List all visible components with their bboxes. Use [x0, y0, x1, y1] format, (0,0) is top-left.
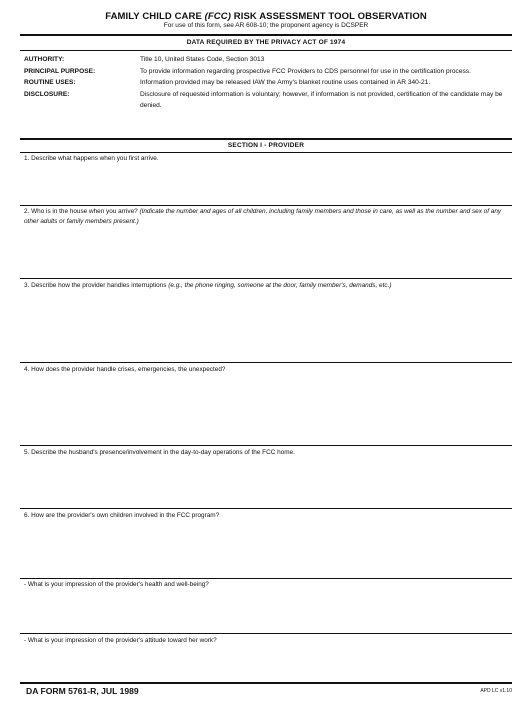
question-6[interactable]: 6. How are the provider's own children involved in the FCC program? — [24, 512, 220, 519]
privacy-text: Information provided may be released IAW the Army's blanket routine uses contained in AR 340-21. — [140, 79, 431, 87]
answer-divider — [20, 362, 512, 363]
answer-divider — [20, 445, 512, 446]
privacy-row-routine-uses — [20, 77, 512, 89]
privacy-rule — [20, 50, 512, 51]
privacy-label: ROUTINE USES: — [24, 79, 76, 87]
privacy-text: To provide information regarding prospective FCC Providers to CDS personnel for use in the certification process. — [140, 67, 471, 75]
privacy-label: PRINCIPAL PURPOSE: — [24, 67, 96, 75]
form-page — [20, 8, 512, 698]
answer-divider — [20, 205, 512, 206]
question-1[interactable]: 1. Describe what happens when you first arrive. — [24, 155, 159, 162]
question-2[interactable]: 2. Who is in the house when you arrive? (Indicate the number and ages of all children, including family members and those in care, as well as the number and sex of any other adults or family members present.) — [24, 208, 502, 226]
answer-divider — [20, 578, 512, 579]
form-subtitle: For use of this form, see AR 608-10; the proponent agency is DCSPER — [163, 22, 369, 29]
section-heading: SECTION I - PROVIDER — [227, 142, 305, 149]
question-5[interactable]: 5. Describe the husband's presence/involvement in the day-to-day operations of the FCC home. — [24, 449, 295, 456]
privacy-text: Title 10, United States Code, Section 3013 — [140, 56, 265, 63]
form-number: DA FORM 5761-R, JUL 1989 — [26, 686, 139, 696]
privacy-label: AUTHORITY: — [24, 56, 65, 63]
answer-divider — [20, 508, 512, 509]
privacy-heading: DATA REQUIRED BY THE PRIVACY ACT OF 1974 — [186, 39, 346, 46]
answer-divider — [20, 633, 512, 634]
privacy-row-disclosure — [20, 89, 512, 112]
privacy-block — [20, 54, 512, 112]
section-heading-rule — [20, 152, 512, 153]
privacy-row-authority — [20, 54, 512, 66]
privacy-text: Disclosure of requested information is voluntary; however, if information is not provided, certification of the candidate may be denied. — [140, 90, 503, 110]
top-rule — [20, 34, 512, 36]
question-3[interactable]: 3. Describe how the provider handles interruptions (e.g., the phone ringing, someone at the door, family member's, demands, etc.) — [24, 282, 392, 289]
privacy-row-purpose — [20, 66, 512, 78]
answer-divider — [20, 278, 512, 279]
form-version: APD LC v1.10 — [480, 688, 512, 694]
question-4[interactable]: 4. How does the provider handle crises, emergencies, the unexpected? — [24, 366, 226, 373]
section-rule — [20, 138, 512, 140]
footer-rule — [20, 682, 512, 684]
question-health[interactable]: - What is your impression of the provider's health and well-being? — [24, 581, 209, 588]
form-title: FAMILY CHILD CARE (FCC) RISK ASSESSMENT TOOL OBSERVATION — [105, 11, 427, 22]
question-attitude[interactable]: - What is your impression of the provider's attitude toward her work? — [24, 637, 217, 644]
privacy-label: DISCLOSURE: — [24, 90, 70, 98]
